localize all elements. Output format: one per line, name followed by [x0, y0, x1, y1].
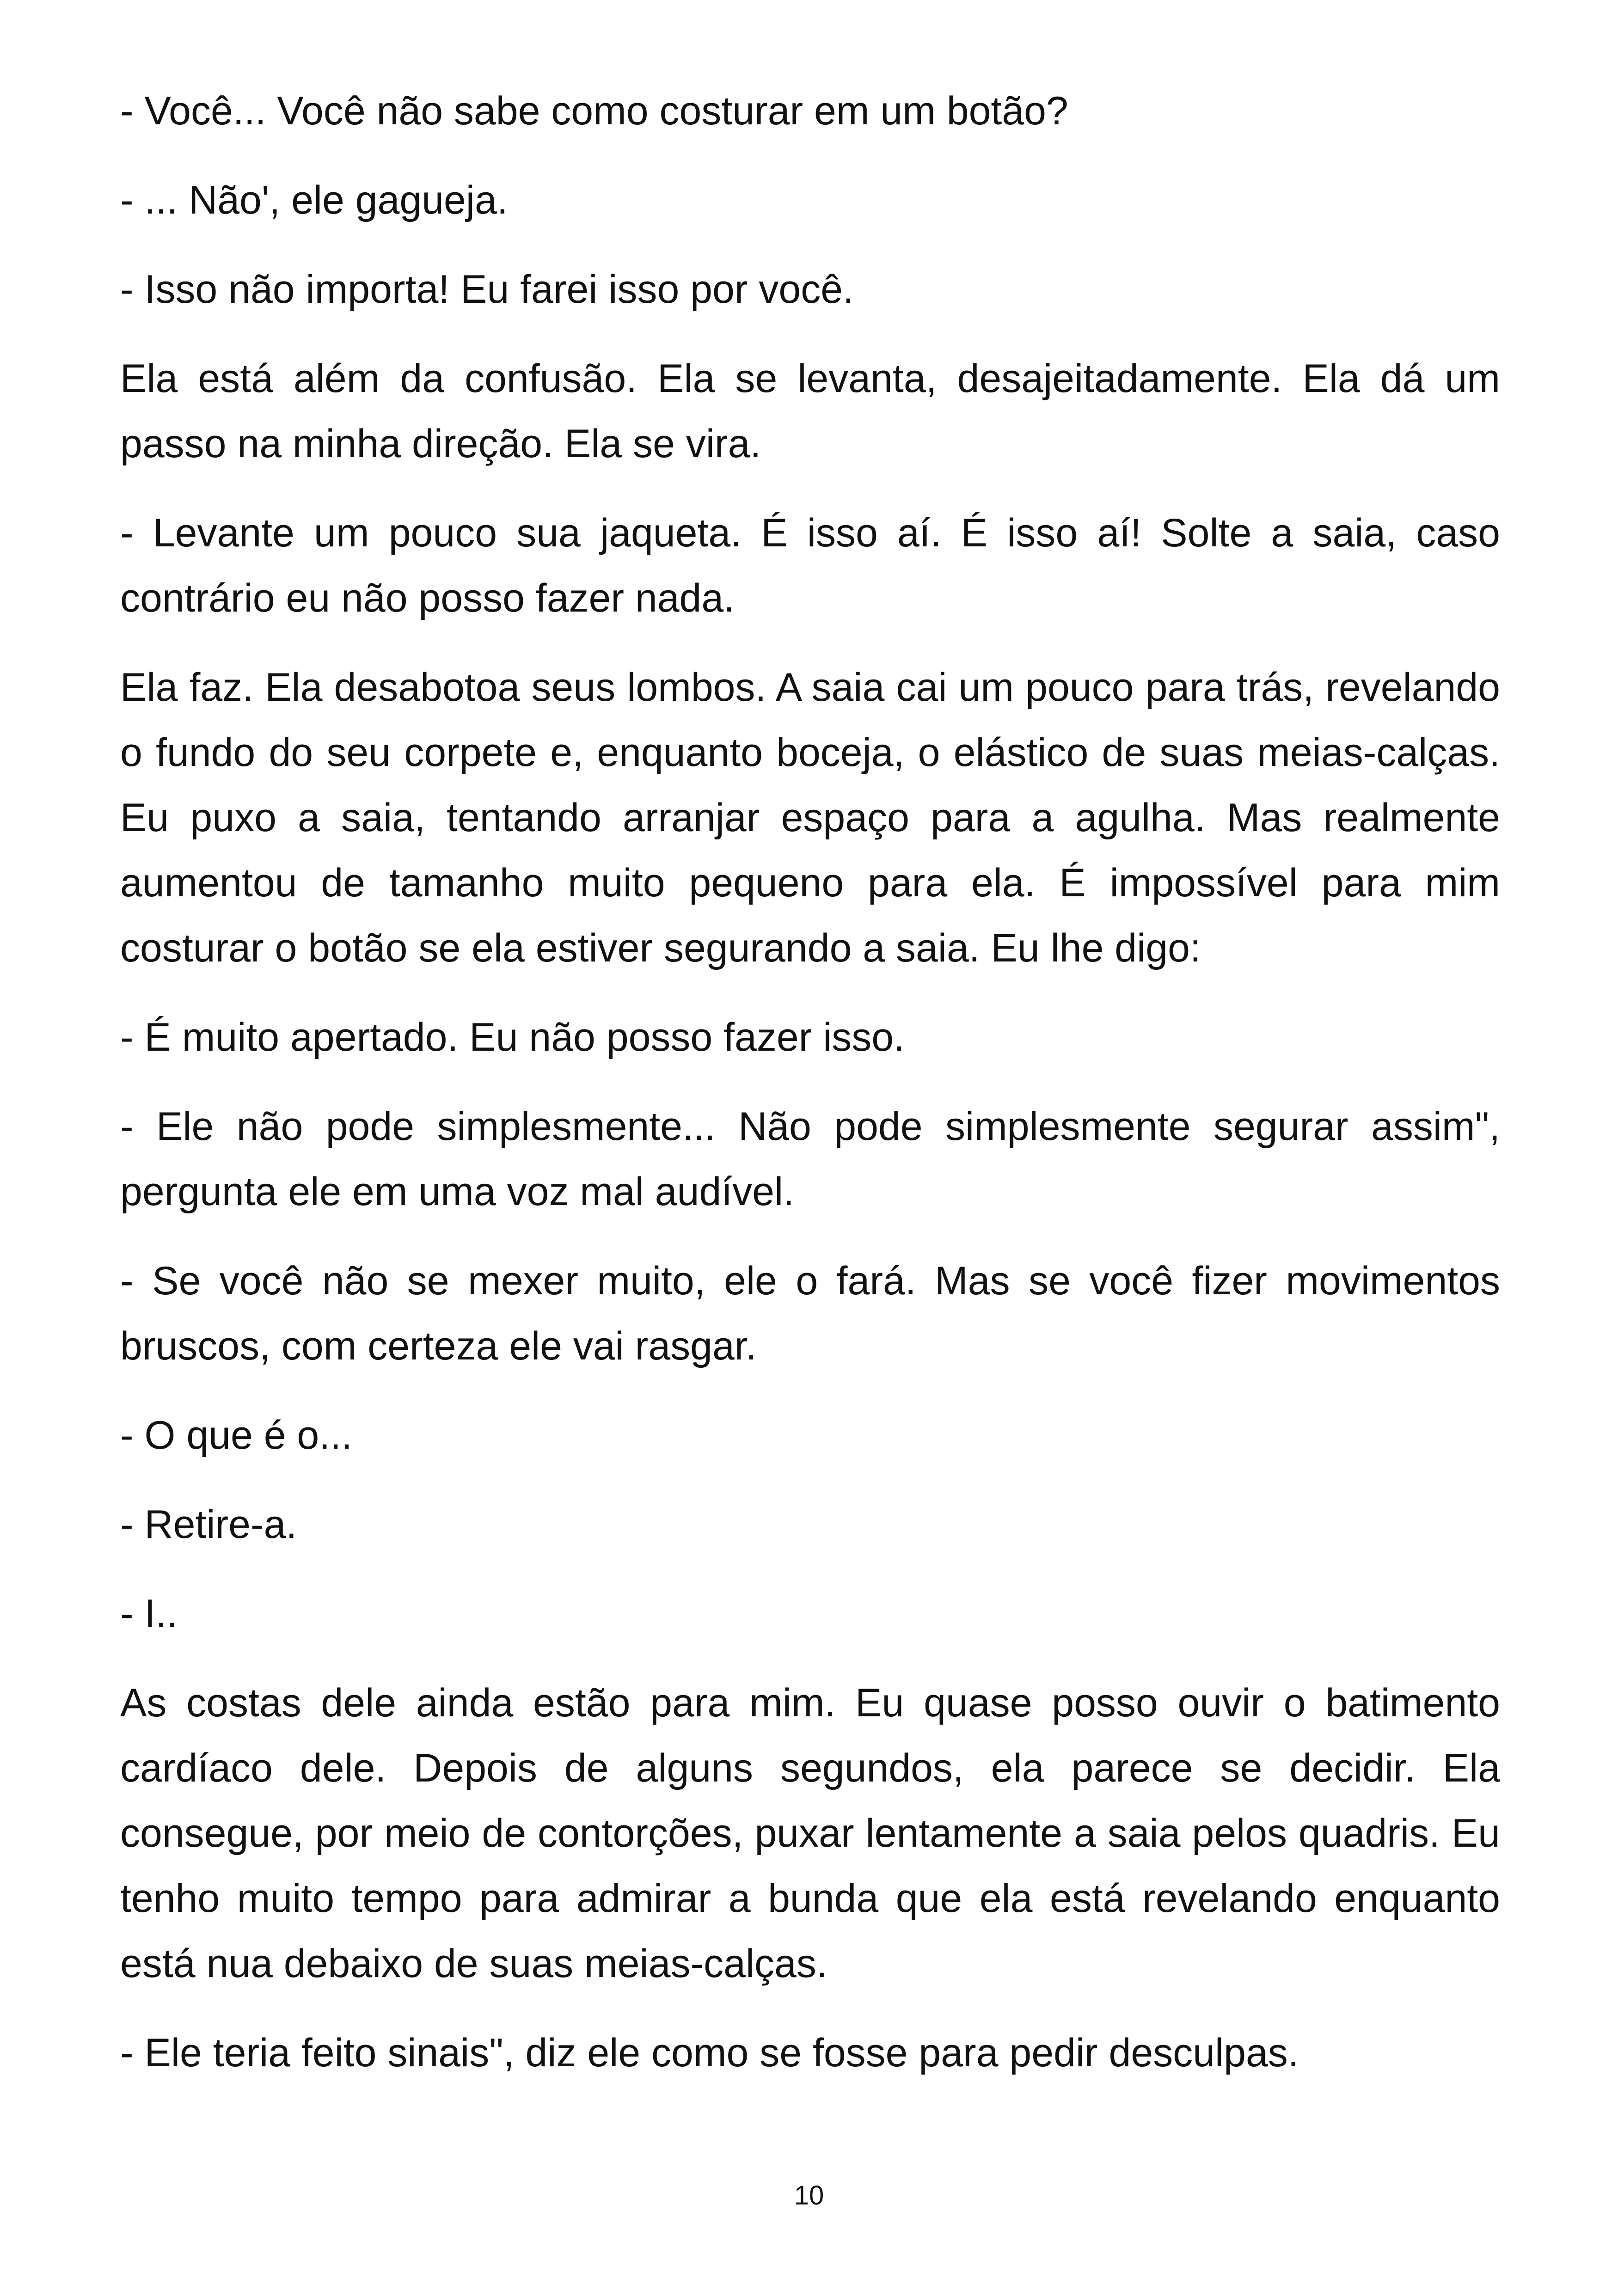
- paragraph-13: As costas dele ainda estão para mim. Eu quase posso ouvir o batimento cardíaco dele. Depois de alguns segundos, ela parece se decidir. Ela consegue, por meio de contorções, puxar lentamente a saia pelos quadris. Eu tenho muito tempo para admirar a bunda que ela está revelando enquanto está nua debaixo de suas meias-calças.: [120, 1681, 1500, 1986]
- paragraph-5: - Levante um pouco sua jaqueta. É isso aí. É isso aí! Solte a saia, caso contrário eu não posso fazer nada.: [120, 511, 1500, 620]
- page-number: 10: [794, 2180, 824, 2210]
- paragraph-11: - Retire-a.: [120, 1502, 297, 1547]
- paragraph-7: - É muito apertado. Eu não posso fazer isso.: [120, 1015, 905, 1059]
- paragraph-8: - Ele não pode simplesmente... Não pode simplesmente segurar assim", pergunta ele em uma voz mal audível.: [120, 1104, 1500, 1214]
- paragraph-6: Ela faz. Ela desabotoa seus lombos. A saia cai um pouco para trás, revelando o fundo do seu corpete e, enquanto boceja, o elástico de suas meias-calças. Eu puxo a saia, tentando arranjar espaço para a agulha. Mas realmente aumentou de tamanho muito pequeno para ela. É impossível para mim costurar o botão se ela estiver segurando a saia. Eu lhe digo:: [120, 665, 1500, 970]
- paragraph-10: - O que é o...: [120, 1413, 352, 1457]
- paragraph-3: - Isso não importa! Eu farei isso por você.: [120, 267, 854, 312]
- paragraph-9: - Se você não se mexer muito, ele o fará. Mas se você fizer movimentos bruscos, com certeza ele vai rasgar.: [120, 1259, 1500, 1368]
- paragraph-1: - Você... Você não sabe como costurar em um botão?: [120, 89, 1068, 133]
- page-body: [120, 79, 1500, 2110]
- paragraph-14: - Ele teria feito sinais", diz ele como se fosse para pedir desculpas.: [120, 2031, 1299, 2075]
- paragraph-2: - ... Não', ele gagueja.: [120, 178, 508, 222]
- paragraph-12: - I..: [120, 1592, 178, 1636]
- paragraph-4: Ela está além da confusão. Ela se levanta, desajeitadamente. Ela dá um passo na minha direção. Ela se vira.: [120, 356, 1500, 466]
